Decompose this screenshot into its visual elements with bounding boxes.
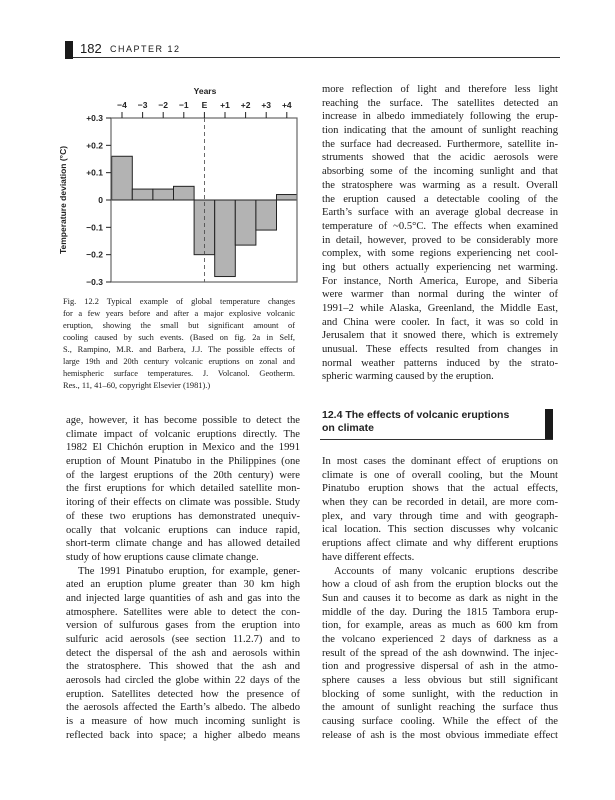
x-tick-label: −2 — [158, 100, 169, 110]
text-line: atmosphere. Satellites were able to detect the con- — [66, 606, 300, 618]
chart-bar — [235, 200, 256, 245]
text-line: spheric warming caused by the eruption. — [322, 371, 494, 383]
y-tick-label: +0.2 — [86, 140, 103, 151]
right-column-top-text — [322, 83, 558, 384]
text-line: complex, with some regions experiencing net cool- — [322, 248, 558, 260]
y-tick-label: −0.2 — [86, 249, 103, 260]
text-line: the stratosphere. This showed that the ash and — [66, 661, 300, 673]
text-line: when they can be recorded in detail, are more com- — [322, 497, 558, 509]
text-line: struments showed that the acidic aerosols were — [322, 152, 558, 164]
text-line: eruption of Mount Pinatubo in the Philippines (one — [66, 456, 300, 468]
text-line: in detail, however, proved to be considerably more — [322, 234, 558, 246]
text-line: of the largest eruptions of the 20th century) were — [66, 469, 300, 481]
text-line: reflected back into space; a higher albedo means — [66, 729, 300, 741]
text-line: middle of the day. During the 1815 Tambora erup- — [322, 606, 558, 618]
text-line: Jerusalem that it snowed there, which is extremely — [322, 330, 558, 342]
text-line: For instance, North America, Europe, and Siberia — [322, 275, 558, 287]
text-line: detect the dispersal of the ash and aerosols within — [66, 647, 300, 659]
text-line: is a measure of how much incoming sunlight is — [66, 716, 300, 728]
y-tick-label: −0.1 — [86, 222, 103, 233]
x-tick-label: −3 — [137, 100, 148, 110]
text-line: eruption. Satellites detected how the presence of — [66, 688, 300, 700]
text-line: plex, and vary through time and with geograph- — [322, 510, 558, 522]
text-line: and China were cooler. In fact, it was so cold in — [322, 316, 558, 328]
text-line: the aerosols affected the Earth’s albedo. The albedo — [66, 702, 300, 714]
text-line: Earth’s surface with an average global decrease in — [322, 207, 558, 219]
text-line: Fig. 12.2 Typical example of global temperature changes — [63, 297, 295, 306]
text-line: the surface had decreased. Furthermore, satellite in- — [322, 138, 558, 150]
chart-bar — [153, 189, 174, 200]
chapter-label: CHAPTER 12 — [110, 44, 181, 54]
text-line: 1991–2 while Alaska, Greenland, the Middle East, — [322, 303, 558, 314]
x-tick-label: +3 — [261, 100, 272, 110]
text-line: cooling caused by such events. (Based on fig. 2a in Self, — [63, 333, 295, 342]
text-line: temperature of ~0.5°C. The effects when examined — [322, 220, 558, 232]
section-heading-line1: 12.4 The effects of volcanic eruptions — [322, 409, 510, 421]
text-line: version of sulfurous gases from the eruption into — [66, 620, 300, 632]
chart-bar — [112, 156, 133, 200]
y-tick-label: +0.3 — [86, 113, 103, 123]
text-line: unusual. These effects resulted from changes in — [322, 344, 558, 356]
text-line: for a few years before and after a major explosive volcanic — [63, 309, 295, 318]
text-line: blocking of some sunlight, with the reduction in — [322, 688, 558, 700]
text-line: climate is one of overall cooling, but the Mount — [322, 469, 558, 481]
text-line: ated an eruption plume greater than 30 km high — [66, 579, 300, 591]
text-line: have different effects. — [322, 551, 415, 563]
text-line: eruption, showing the small but significant amount of — [63, 321, 295, 330]
text-line: release of ash is the most obvious immediate effect — [322, 729, 558, 741]
text-line: how a cloud of ash from the eruption blocks out the — [322, 579, 558, 591]
text-line: Pinatubo eruption shows that the actual effects, — [322, 483, 558, 495]
chart-bar — [215, 200, 236, 277]
text-line: climate impact of volcanic eruptions directly. The — [66, 428, 300, 440]
text-line: ical location. This section discusses why volcanic — [322, 524, 558, 536]
x-tick-label: +1 — [220, 100, 230, 110]
chart-bar — [174, 186, 195, 200]
x-axis-title: Years — [193, 86, 217, 96]
section-heading-line2: on climate — [322, 422, 374, 434]
y-axis-title: Temperature deviation (°C) — [58, 145, 68, 255]
text-line: itoring of their effects on climate was possible. Study — [66, 497, 300, 509]
text-line: S., Rampino, M.R. and Barbera, J.J. The possible effects of — [63, 345, 295, 354]
x-tick-label: E — [201, 100, 208, 110]
text-line: the eruption caused a detectable cooling of the — [322, 193, 558, 205]
x-tick-label: +2 — [240, 100, 251, 110]
text-line: more reflection of light and therefore less light — [322, 84, 558, 95]
text-line: tion, for example, areas as much as 600 km from — [322, 620, 558, 632]
text-line: and injected large quantities of ash and gas into the — [66, 592, 300, 604]
section-marker — [545, 409, 553, 440]
text-line: of these two eruptions has demonstrated unequiv- — [66, 510, 300, 522]
text-line: Sun and causes it to become as dark as night in the — [322, 592, 558, 604]
text-line: normal weather patterns induced by the strato- — [322, 357, 558, 369]
y-tick-label: −0.3 — [86, 277, 103, 287]
text-line: were warmer than normal during the winter of — [322, 289, 558, 301]
left-column-bottom-text — [66, 414, 300, 743]
text-line: Res., 11, 41–60, copyright Elsevier (1981).) — [63, 381, 211, 390]
text-line: the volcano experienced 2 days of darkness as a — [322, 633, 558, 645]
figure-caption — [63, 296, 295, 392]
text-line: Accounts of many volcanic eruptions describe — [334, 565, 558, 577]
right-column-bottom-text — [322, 455, 558, 742]
chart-bar — [132, 189, 153, 200]
text-line: 1982 El Chichón eruption in Mexico and the 1991 — [66, 442, 300, 454]
chart-bar — [277, 195, 298, 200]
text-line: The 1991 Pinatubo eruption, for example, gener- — [78, 565, 300, 577]
text-line: study of how eruptions cause climate change. — [66, 551, 259, 563]
text-line: aerosols had circled the globe within 22 days of the — [66, 675, 300, 687]
chart-bar — [256, 200, 277, 230]
x-tick-label: +4 — [281, 100, 292, 110]
text-line: ocally that volcanic eruptions can induce rapid, — [66, 524, 300, 536]
text-line: the amount of sunlight reaching the surface thus — [322, 702, 558, 714]
y-tick-label: +0.1 — [86, 167, 103, 178]
text-line: eruptions affect climate and why different eruptions — [322, 538, 558, 550]
page-number: 182 — [80, 41, 102, 56]
text-line: age, however, it has become possible to detect the — [66, 415, 300, 426]
x-tick-label: −1 — [178, 100, 189, 110]
y-tick-label: 0 — [98, 195, 103, 205]
section-heading — [322, 409, 509, 435]
text-line: causing surface cooling. While the effect of the — [322, 716, 558, 728]
section-rule — [320, 439, 553, 440]
text-line: sulfuric acid aerosols (see section 11.2.7) and to — [66, 634, 300, 645]
text-line: large 19th and 20th century volcanic eruptions on zonal and — [63, 357, 295, 366]
text-line: short-term climate change and has allowed detailed — [66, 538, 300, 550]
text-line: result of the spread of the ash downwind. The injec- — [322, 647, 558, 659]
text-line: absorbing some of the incoming sunlight and that — [322, 166, 558, 178]
x-tick-label: −4 — [117, 100, 127, 110]
text-line: ing but others actually experiencing net warming. — [322, 261, 558, 273]
text-line: reaching the surface. The satellites detected an — [322, 97, 558, 109]
text-line: hemispheric surface temperatures. J. Volcanol. Geotherm. — [63, 369, 295, 378]
text-line: In most cases the dominant effect of eruptions on — [322, 456, 558, 467]
text-line: sphere causes a less obvious but still significant — [322, 675, 558, 686]
text-line: the first eruptions for which detailed satellite mon- — [66, 483, 300, 495]
text-line: tion indicating that the amount of sunlight reaching — [322, 125, 558, 137]
text-line: tion and progressive dispersal of ash in the atmo- — [322, 661, 558, 673]
text-line: the stratosphere was warming as a result. Overall — [322, 179, 558, 191]
text-line: increase in albedo immediately following the erup- — [322, 111, 558, 123]
